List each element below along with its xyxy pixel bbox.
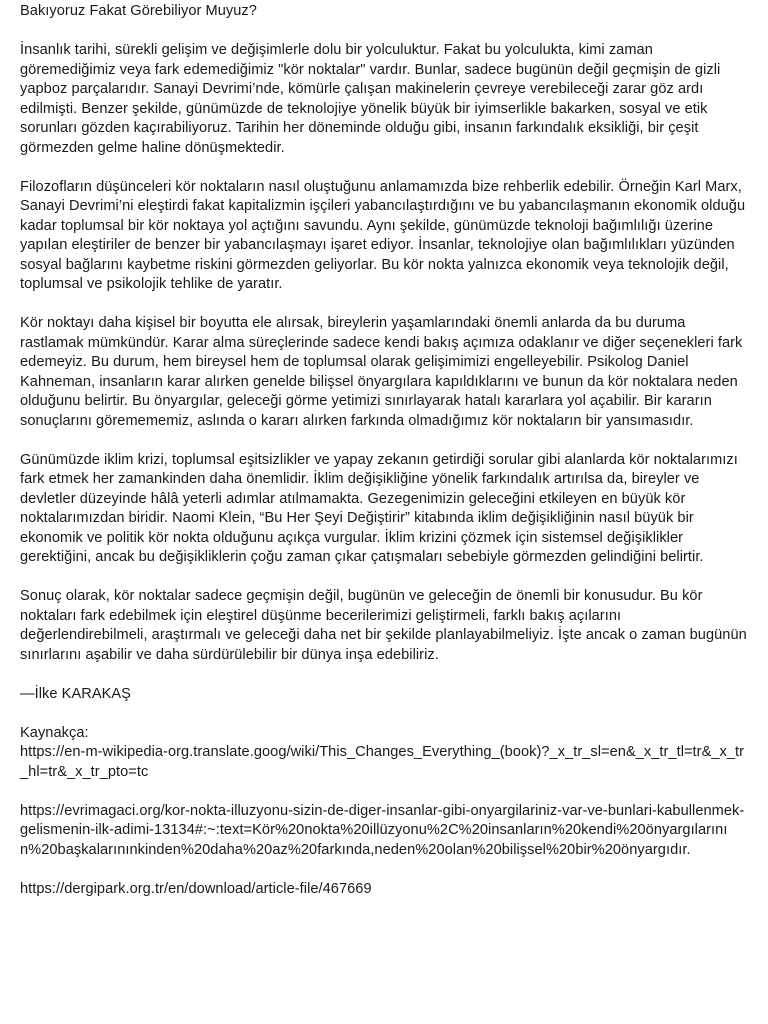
document-title: Bakıyoruz Fakat Görebiliyor Muyuz?	[20, 3, 257, 19]
reference-link-dergipark[interactable]: https://dergipark.org.tr/en/download/article-file/467669	[20, 880, 372, 897]
paragraph-philosophers: Filozofların düşünceleri kör noktaların nasıl oluştuğunu anlamamızda bize rehberlik edebilir. Örneğin Karl Marx, Sanayi Devrimi’ni eleştirdi fakat kapitalizmin işçileri yabancılaştırdığını ve bu yabancılaşmanın ekonomik olduğu kadar toplumsal bir kör noktaya yol açtığını savundu. Aynı şekilde, günümüzde teknoloji bağımlılığı üzerine yapılan eleştiriler de benzer bir yabancılaşmayı işaret ediyor. İnsanlar, teknolojiye olan bağımlılıkları yüzünden sosyal bağlarını kaybetme riskini görmezden geliyorlar. Bu kör nokta yalnızca ekonomik veya teknolojik değil, toplumsal ve psikolojik tehlike de yaratır.	[20, 178, 746, 292]
reference-link-wikipedia[interactable]: https://en-m-wikipedia-org.translate.goog/wiki/This_Changes_Everything_(book)?_x_tr_sl=en&_x_tr_tl=tr&_x_tr_hl=tr&_x_tr_pto=tc	[20, 744, 745, 780]
paragraph-conclusion: Sonuç olarak, kör noktalar sadece geçmişin değil, bugünün ve geleceğin de önemli bir konusudur. Bu kör noktaları fark edebilmek için eleştirel düşünme becerilerimizi geliştirmeli, farklı bakış açılarını değerlendirebilmeli, araştırmalı ve geleceği daha net bir şekilde planlayabilmeliyiz. İşte ancak o zaman bugünün sınırlarını aşabilir ve daha sürdürülebilir bir dünya inşa edebiliriz.	[20, 588, 747, 663]
author-signature: —İlke KARAKAŞ	[20, 685, 131, 702]
paragraph-intro: İnsanlık tarihi, sürekli gelişim ve değişimlerle dolu bir yolculuktur. Fakat bu yolculukta, kimi zaman göremediğimiz veya fark edemediğimiz "kör noktalar" vardır. Bunlar, sadece bugünün değil geçmişin de gizli yapboz parçalarıdır. Sanayi Devrimi’nde, kömürle çalışan makinelerin çevreye verebileceği zarar göz ardı edilmişti. Benzer şekilde, günümüzde de teknolojiye yönelik büyük bir iyimserlikle bakarken, sosyal ve etik sorunları gözden kaçırabiliyoruz. Tarihin her döneminde olduğu gibi, insanın farkındalık eksikliği, bir çeşit görmezden gelme haline dönüşmektedir.	[20, 42, 721, 156]
reference-link-evrimagaci[interactable]: https://evrimagaci.org/kor-nokta-illuzyonu-sizin-de-diger-insanlar-gibi-onyargilariniz-var-ve-bunlari-kabullenmek-gelismenin-ilk-adimi-13134#:~:text=Kör%20nokta%20illüzyonu%2C%20insanların%20kendi%20önyargılarının%20başkalarınınkinden%20daha%20az%20farkında,neden%20olan%20bilişsel%20bir%20önyargıdır.	[20, 802, 745, 858]
paragraph-personal: Kör noktayı daha kişisel bir boyutta ele alırsak, bireylerin yaşamlarındaki önemli anlarda da bu duruma rastlamak mümkündür. Karar alma süreçlerinde sadece kendi bakış açımıza odaklanır ve diğer seçenekleri fark edemeyiz. Bu durum, hem bireysel hem de toplumsal olarak gelişimimizi engelleyebilir. Psikolog Daniel Kahneman, insanların karar alırken genelde bilişsel önyargılara kapıldıklarını ve bunun da kör noktalara neden olduğunu belirtir. Bu önyargılar, geleceği görme yetimizi sınırlayarak hatalı kararlara yol açabilir. Bir kararın sonuçlarını göremememiz, aslında o kararı alırken farkında olmadığımız kör noktaların bir yansımasıdır.	[20, 315, 743, 429]
references-heading: Kaynakça:	[20, 724, 89, 741]
paragraph-climate: Günümüzde iklim krizi, toplumsal eşitsizlikler ve yapay zekanın getirdiği sorular gibi alanlarda kör noktalarımızı fark etmek her zamankinden daha önemlidir. İklim değişikliğine yönelik farkındalık artırılsa da, bireyler ve devletler düzeyinde hâlâ yeterli adımlar atılmamakta. Gezegenimizin geleceğini etkileyen en büyük kör noktalarımızdan biridir. Naomi Klein, “Bu Her Şeyi Değiştirir” kitabında iklim değişikliğinin nasıl büyük bir ekonomik ve politik kör nokta olduğunu açıkça vurgular. İklim krizini çözmek için sistemsel değişiklikler gerektiğini, ancak bu değişikliklerin çoğu zaman çıkar çatışmaları sebebiyle görmezden gelindiğini belirtir.	[20, 451, 738, 565]
